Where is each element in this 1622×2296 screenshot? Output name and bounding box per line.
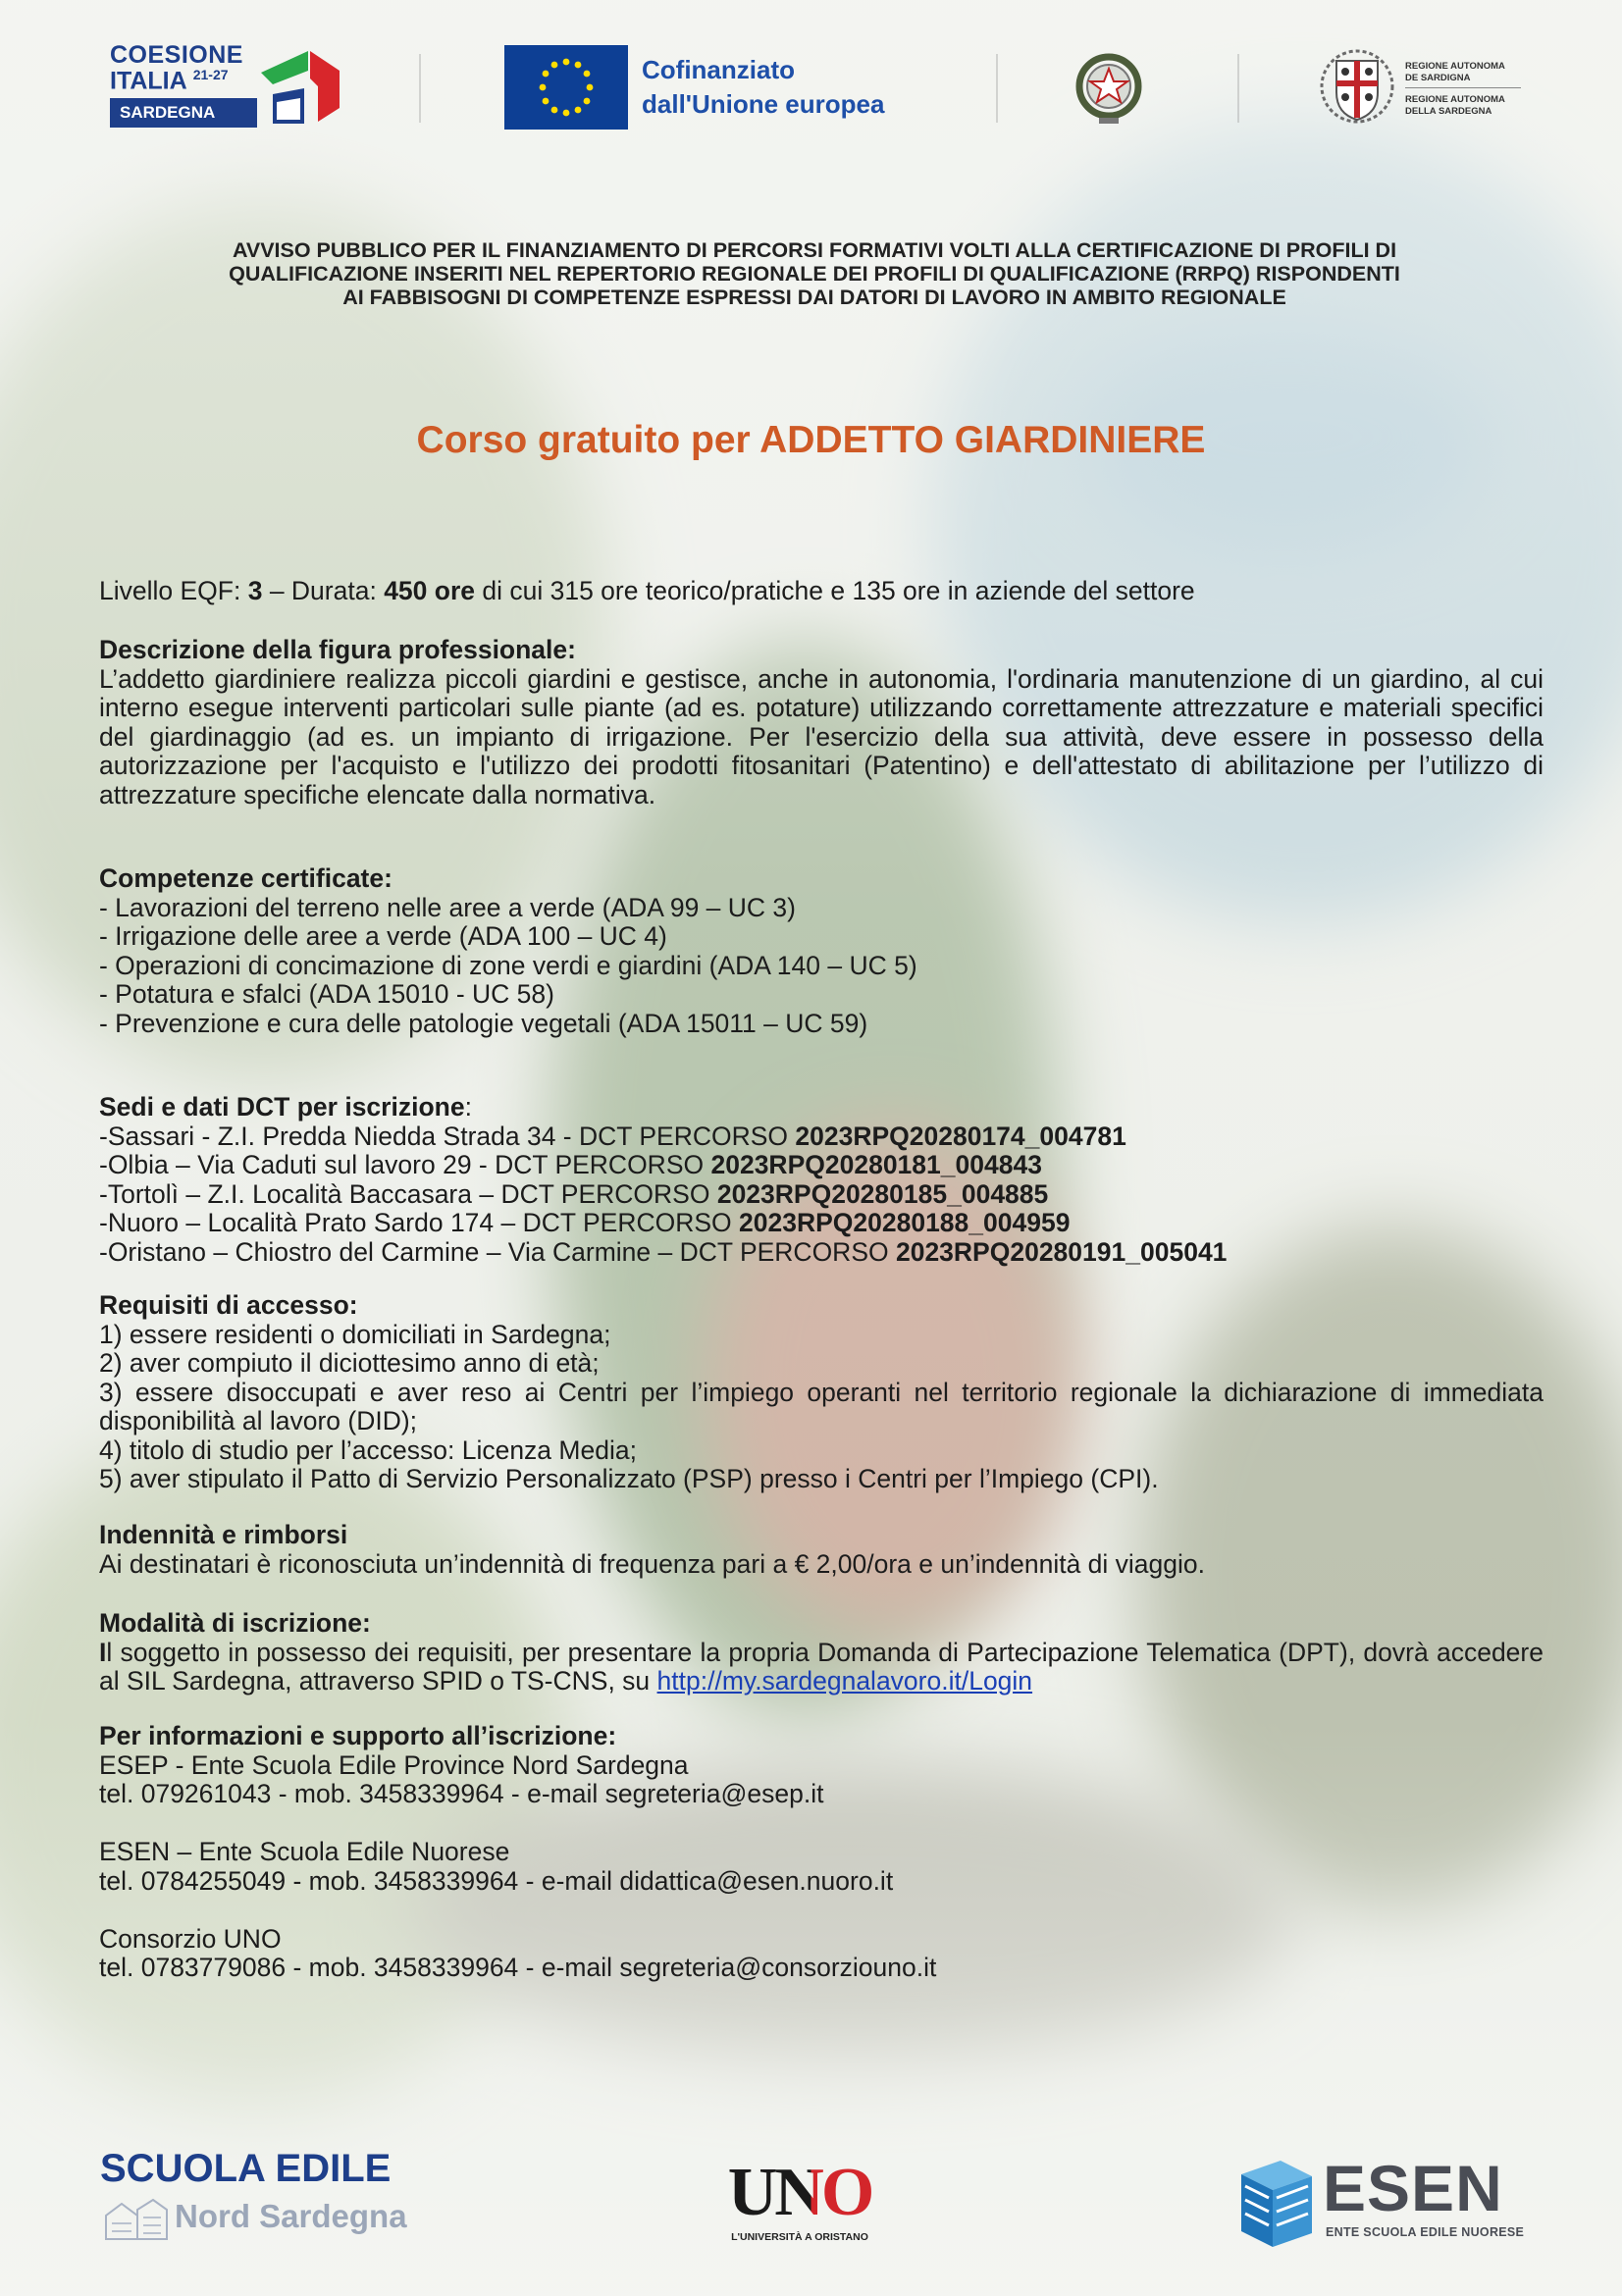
description-heading: Descrizione della figura professionale: (99, 635, 576, 664)
list-item: 5) aver stipulato il Patto di Servizio Personalizzato (PSP) presso i Centri per l’Impiego (CPI). (99, 1464, 1159, 1493)
coesione-line2: ITALIA $^{21-27}$ (110, 67, 229, 95)
description-text: L’addetto giardiniere realizza piccoli giardini e gestisce, anche in autonomia, l'ordinaria manutenzione di un giardino, al cui interno esegue interventi particolari sulle piante (ad es. potature) utilizzando correttamente attrezzature e materiali specifici del giardinaggio (ad es. un impianto di irrigazione. Per l'esercizio della sua attività, deve essere in possesso della autorizzazione per l'acquisto e l'utilizzo dei prodotti fitosanitari (Patentino) e dell'attestato di abilitazione per l’utilizzo di attrezzature specifiche elencate dalla normativa. (99, 663, 1544, 809)
regione-sardegna-logo (1317, 41, 1533, 135)
list-item: - Potatura e sfalci (ADA 15010 - UC 58) (99, 979, 554, 1009)
eu-flag-icon (504, 45, 628, 130)
list-item: -Nuoro – Località Prato Sardo 174 – DCT PERCORSO 2023RPQ20280188_004959 (99, 1208, 1071, 1237)
building-sketch-icon (102, 2196, 171, 2243)
list-item: - Irrigazione delle aree a verde (ADA 100 – UC 4) (99, 921, 667, 951)
list-item: 4) titolo di studio per l’accesso: Licenza Media; (99, 1435, 637, 1465)
regione-text: REGIONE AUTONOMA DE SARDIGNA REGIONE AUTONOMA DELLA SARDEGNA (1405, 61, 1521, 118)
list-item: 1) essere residenti o domiciliati in Sardegna; (99, 1319, 611, 1349)
indennita-section (99, 1521, 1544, 1579)
list-item: - Operazioni di concimazione di zone verdi e giardini (ADA 140 – UC 5) (99, 950, 917, 980)
list-item: 2) aver compiuto il diciottesimo anno di età; (99, 1348, 600, 1378)
modalita-section (99, 1609, 1544, 1696)
uno-logo: UNO L'UNIVERSITÀ A ORISTANO (727, 2155, 872, 2243)
competenze-heading: Competenze certificate: (99, 863, 392, 893)
requisiti-section (99, 1291, 1544, 1494)
list-item: -Olbia – Via Caduti sul lavoro 29 - DCT PERCORSO 2023RPQ20280181_004843 (99, 1150, 1042, 1179)
info-entity-contact: tel. 0784255049 - mob. 3458339964 - e-mail didattica@esen.nuoro.it (99, 1865, 894, 1896)
info-entity-contact: tel. 0783779086 - mob. 3458339964 - e-mail segreteria@consorziouno.it (99, 1953, 937, 1982)
modalita-text: Il soggetto in possesso dei requisiti, per presentare la propria Domanda di Partecipazione Telematica (DPT), dovrà accedere al SIL Sardegna, attraverso SPID o TS-CNS, su http://my.sardegnalavoro.it/Login (99, 1637, 1544, 1696)
info-heading: Per informazioni e supporto all’iscrizione: (99, 1721, 617, 1750)
info-section (99, 1722, 1544, 1983)
esen-logo: ESEN ENTE SCUOLA EDILE NUORESE (1222, 2155, 1545, 2263)
competenze-section (99, 864, 1544, 1038)
requisiti-heading: Requisiti di accesso: (99, 1290, 358, 1320)
coesione-line1: COESIONE (110, 41, 243, 69)
list-item: - Prevenzione e cura delle patologie vegetali (ADA 15011 – UC 59) (99, 1008, 868, 1038)
avviso-heading: AVVISO PUBBLICO PER IL FINANZIAMENTO DI PERCORSI FORMATIVI VOLTI ALLA CERTIFICAZIONE DI PROFILI DI QUALIFICAZIONE INSERITI NEL REPERTORIO REGIONALE DEI PROFILI DI QUALIFICAZIONE (RRPQ) RISPONDENTI AI FABBISOGNI DI COMPETENZE ESPRESSI DAI DATORI DI LAVORO IN AMBITO REGIONALE (229, 238, 1400, 309)
list-item: 3) essere disoccupati e aver reso ai Centri per l’impiego operanti nel territorio regionale la dichiarazione di immediata disponibilità al lavoro (DID); (99, 1377, 1544, 1435)
info-entity-name: ESEN – Ente Scuola Edile Nuorese (99, 1837, 510, 1866)
info-entity-name: Consorzio UNO (99, 1923, 282, 1954)
course-level-line: Livello EQF: 3 – Durata: 450 ore di cui 315 ore teorico/pratiche e 135 ore in aziende del settore (99, 576, 1195, 605)
eu-cofunded-logo (504, 45, 916, 133)
sedi-section (99, 1093, 1544, 1267)
list-item: -Sassari - Z.I. Predda Niedda Strada 34 - DCT PERCORSO 2023RPQ20280174_004781 (99, 1121, 1126, 1151)
sardinia-coat-of-arms-icon (1317, 41, 1397, 131)
indennita-heading: Indennità e rimborsi (99, 1520, 348, 1549)
list-item: - Lavorazioni del terreno nelle aree a verde (ADA 99 – UC 3) (99, 892, 796, 922)
coesione-italia-logo (106, 37, 346, 135)
esen-cube-icon (1222, 2155, 1318, 2251)
scuola-edile-logo: SCUOLA EDILE Nord Sardegna (98, 2147, 451, 2255)
coesione-arrow-icon (253, 43, 343, 133)
modalita-heading: Modalità di iscrizione: (99, 1608, 371, 1638)
list-item: -Tortolì – Z.I. Località Baccasara – DCT PERCORSO 2023RPQ20280185_004885 (99, 1178, 1049, 1209)
italian-republic-emblem-icon (1070, 43, 1148, 131)
course-title: Corso gratuito per ADDETTO GIARDINIERE (416, 419, 1206, 461)
sil-login-link[interactable]: http://my.sardegnalavoro.it/Login (656, 1666, 1033, 1696)
list-item: -Oristano – Chiostro del Carmine – Via Carmine – DCT PERCORSO 2023RPQ20280191_005041 (99, 1236, 1228, 1267)
sedi-heading: Sedi e dati DCT per iscrizione: (99, 1092, 472, 1122)
info-entity-contact: tel. 079261043 - mob. 3458339964 - e-mail segreteria@esep.it (99, 1779, 824, 1808)
eu-text: Cofinanziato dall'Unione europea (642, 55, 885, 119)
indennita-text: Ai destinatari è riconosciuta un’indennità di frequenza pari a € 2,00/ora e un’indennità di viaggio. (99, 1548, 1206, 1579)
description-section (99, 636, 1544, 809)
info-entity-name: ESEP - Ente Scuola Edile Province Nord Sardegna (99, 1749, 689, 1780)
coesione-region: SARDEGNA (110, 98, 257, 128)
